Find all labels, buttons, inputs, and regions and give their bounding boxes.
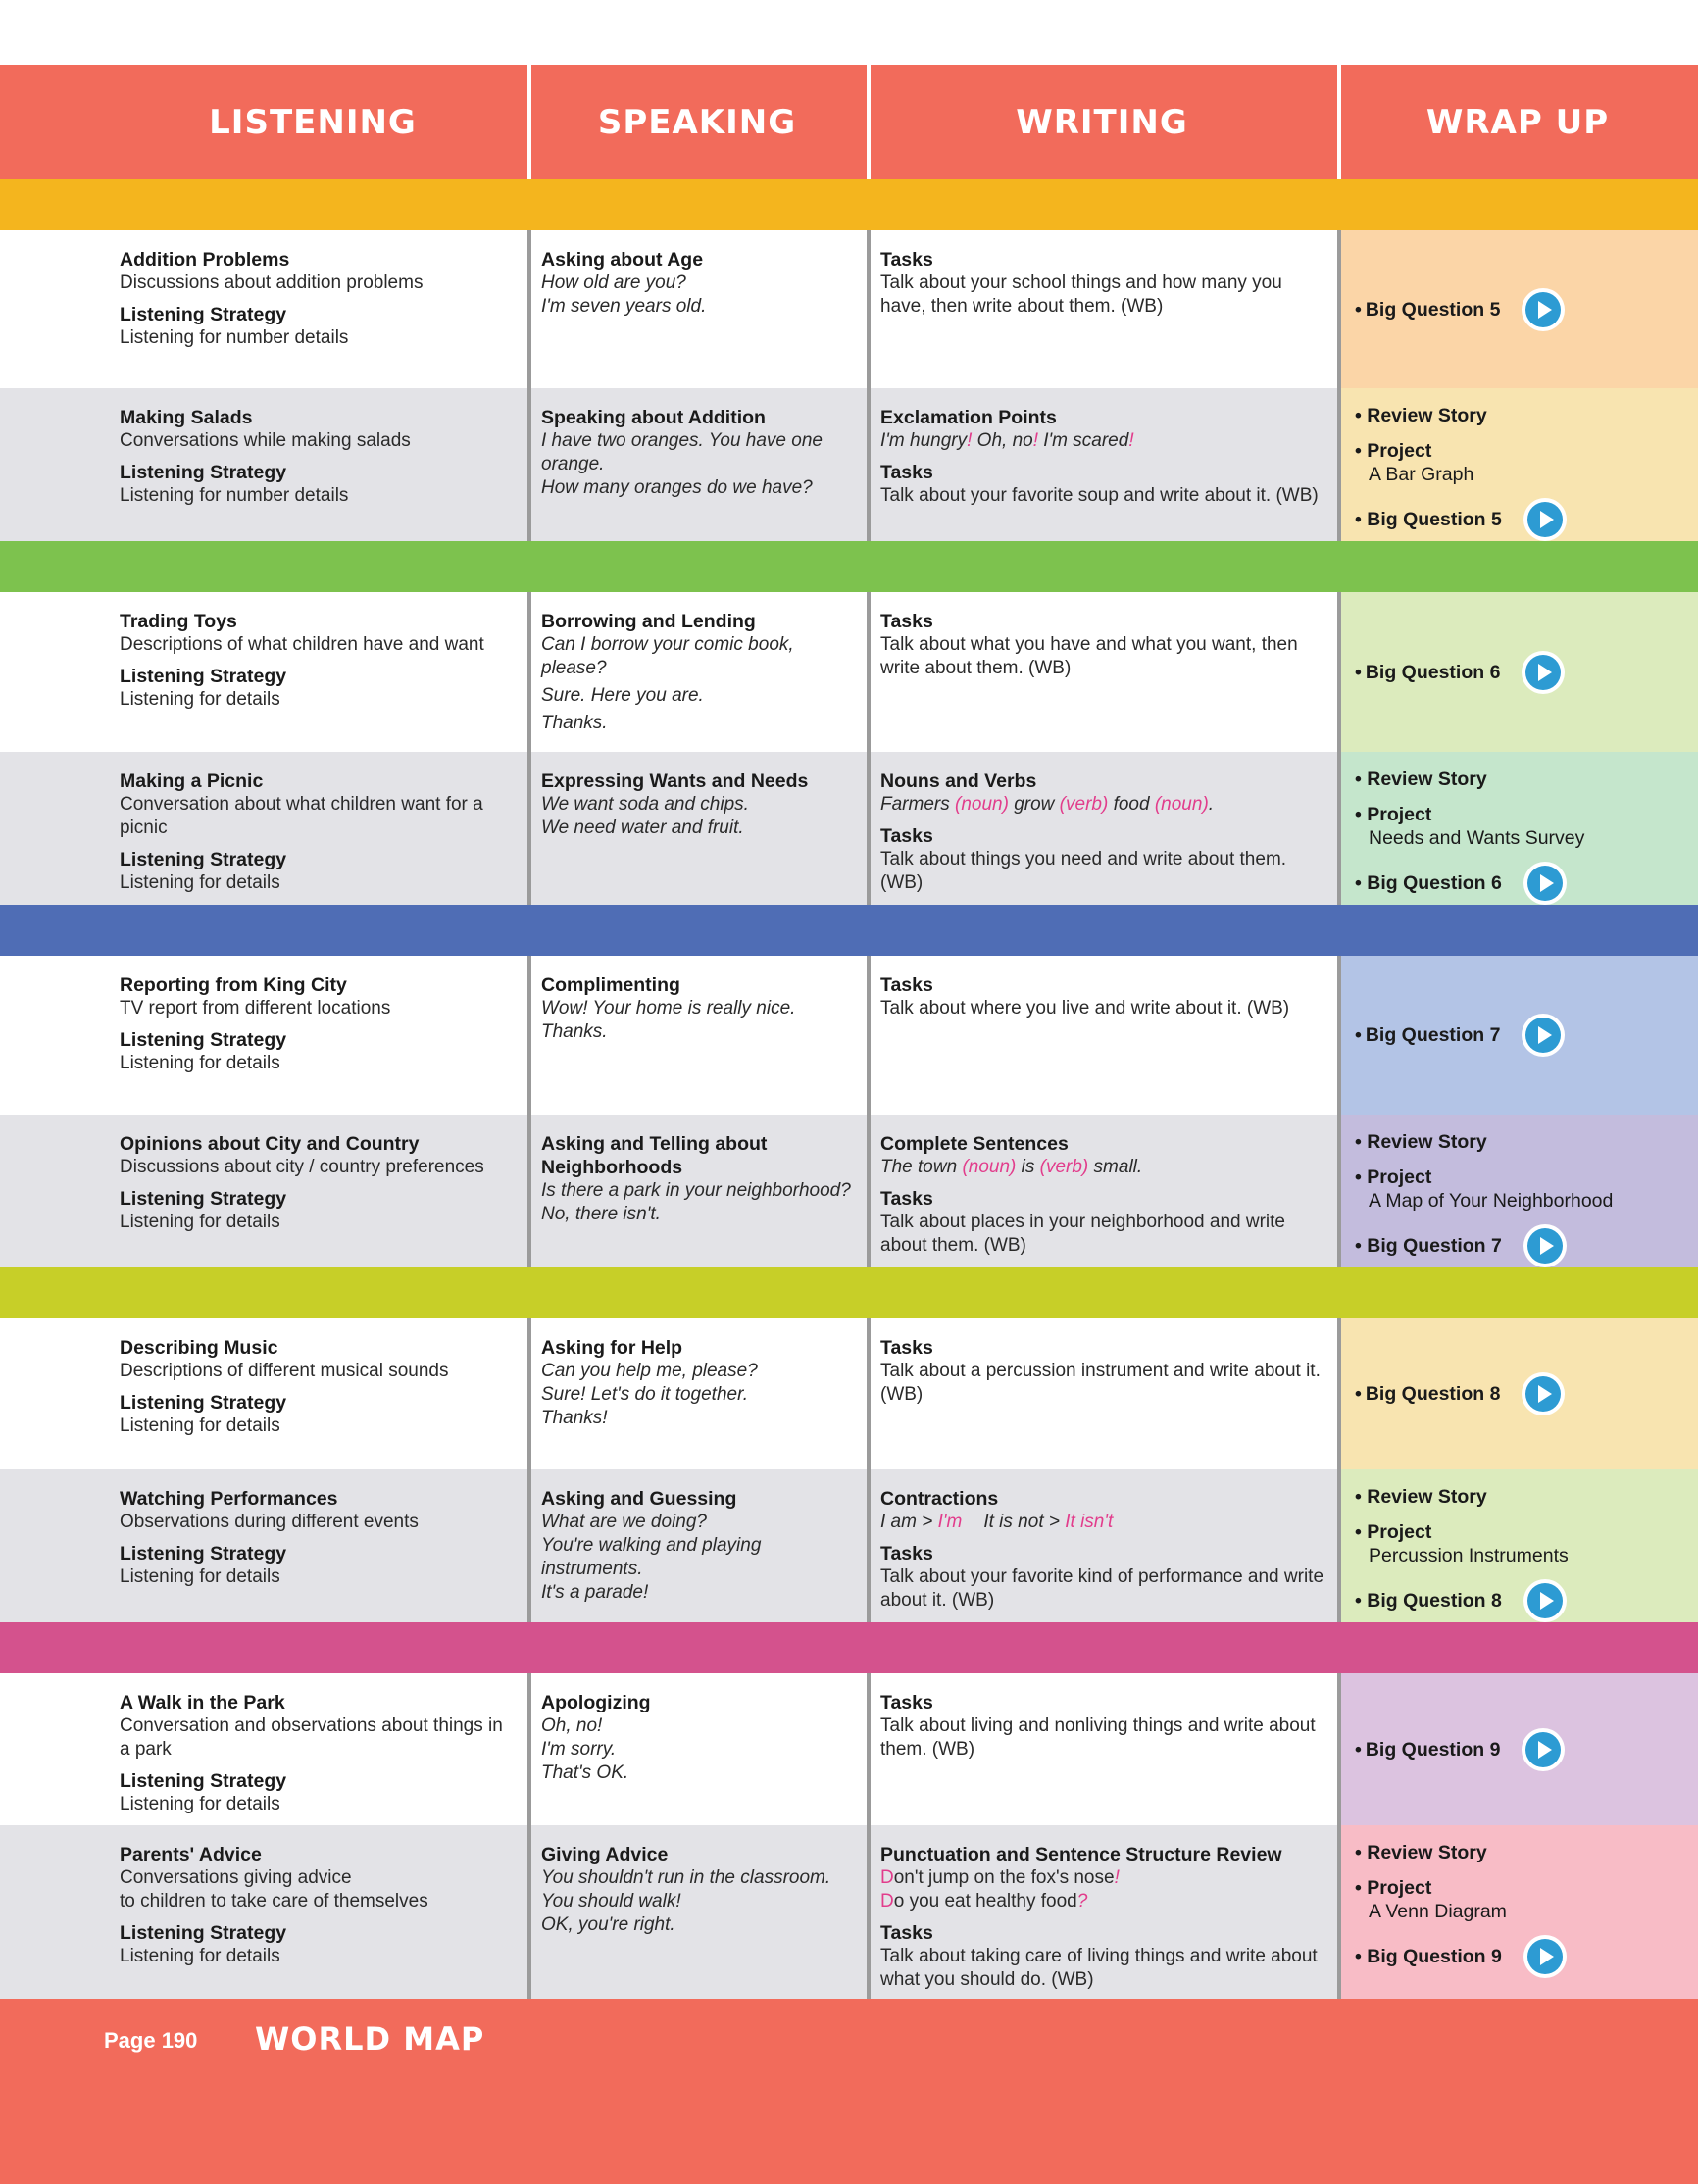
- wrapup-cell: [1337, 1469, 1698, 1622]
- speaking-cell: [527, 956, 867, 1115]
- unit-band-lime: [0, 1267, 1698, 1318]
- big-question-item: • Big Question 6: [1355, 862, 1688, 905]
- writing-example: Do you eat healthy food?: [880, 1891, 1088, 1911]
- unit-band-blue: [0, 905, 1698, 956]
- writing-desc: Talk about things you need and write about them. (WB): [880, 849, 1287, 893]
- project-item: • Project Needs and Wants Survey: [1355, 804, 1585, 849]
- writing-example: The town (noun) is (verb) small.: [880, 1157, 1143, 1177]
- listening-cell: [0, 1318, 527, 1469]
- wrapup-cell: [1337, 1115, 1698, 1267]
- listening-desc: Discussions about city / country preferences: [120, 1157, 484, 1177]
- listening-strategy-desc: Listening for details: [120, 1053, 280, 1073]
- listening-strategy-label: Listening Strategy: [120, 1543, 287, 1564]
- big-question-label: Big Question 5: [1367, 509, 1502, 530]
- speaking-line: How many oranges do we have?: [541, 477, 813, 498]
- header-writing: WRITING: [867, 65, 1337, 179]
- wrapup-cell: [1337, 388, 1698, 541]
- wrapup-cell: [1337, 592, 1698, 752]
- listening-desc: Discussions about addition problems: [120, 273, 424, 293]
- listening-strategy-label: Listening Strategy: [120, 1188, 287, 1210]
- writing-example: I am > I'm It is not > It isn't: [880, 1512, 1114, 1532]
- big-question-label: Big Question 9: [1367, 1946, 1502, 1967]
- writing-title: Exclamation Points: [880, 407, 1057, 428]
- listening-strategy-label: Listening Strategy: [120, 1029, 287, 1051]
- speaking-title: Borrowing and Lending: [541, 611, 756, 632]
- listening-strategy-desc: Listening for details: [120, 1566, 280, 1587]
- review-story-item: • Review Story: [1355, 405, 1487, 426]
- writing-cell: [867, 1469, 1337, 1622]
- play-icon[interactable]: [1523, 1935, 1567, 1978]
- big-question-label: Big Question 9: [1365, 1738, 1501, 1761]
- listening-desc: Conversation about what children want for a picnic: [120, 794, 483, 838]
- writing-desc: Talk about what you have and what you want, then write about them. (WB): [880, 634, 1298, 678]
- table-row: [0, 956, 1698, 1115]
- listening-strategy-desc: Listening for number details: [120, 485, 349, 506]
- listening-strategy-label: Listening Strategy: [120, 462, 287, 483]
- big-question-item: • Big Question 7: [1355, 1014, 1565, 1057]
- speaking-cell: [527, 1318, 867, 1469]
- writing-cell: [867, 956, 1337, 1115]
- play-icon[interactable]: [1522, 288, 1565, 331]
- speaking-line: Can I borrow your comic book, please?: [541, 634, 794, 678]
- speaking-line: Thanks.: [541, 1021, 608, 1042]
- speaking-line: It's a parade!: [541, 1582, 649, 1603]
- unit-band-green: [0, 541, 1698, 592]
- big-question-item: • Big Question 5: [1355, 498, 1688, 541]
- table-row: [0, 230, 1698, 388]
- header-wrapup: WRAP UP: [1337, 65, 1698, 179]
- play-icon[interactable]: [1522, 1728, 1565, 1771]
- speaking-cell: [527, 1825, 867, 1999]
- listening-strategy-label: Listening Strategy: [120, 1392, 287, 1414]
- listening-desc: Conversations giving advice: [120, 1867, 352, 1888]
- review-story-item: • Review Story: [1355, 769, 1487, 790]
- project-item: • Project Percussion Instruments: [1355, 1521, 1569, 1566]
- listening-desc: Descriptions of different musical sounds: [120, 1361, 449, 1381]
- big-question-item: • Big Question 5: [1355, 288, 1565, 331]
- listening-desc: TV report from different locations: [120, 998, 391, 1018]
- writing-title: Tasks: [880, 249, 933, 271]
- listening-strategy-desc: Listening for details: [120, 1946, 280, 1966]
- writing-desc: Talk about places in your neighborhood and write about them. (WB): [880, 1212, 1285, 1256]
- listening-cell: [0, 230, 527, 388]
- writing-cell: [867, 388, 1337, 541]
- speaking-line: Oh, no!: [541, 1715, 603, 1736]
- table-row: [0, 388, 1698, 541]
- listening-title: A Walk in the Park: [120, 1692, 285, 1713]
- writing-tasks-label: Tasks: [880, 825, 933, 847]
- table-row: [0, 1825, 1698, 1999]
- review-story-item: • Review Story: [1355, 1486, 1487, 1508]
- wrapup-cell: [1337, 1673, 1698, 1825]
- listening-cell: [0, 592, 527, 752]
- writing-tasks-label: Tasks: [880, 1922, 933, 1944]
- project-item: • Project A Venn Diagram: [1355, 1877, 1507, 1922]
- listening-title: Opinions about City and Country: [120, 1133, 420, 1155]
- wrapup-cell: [1337, 956, 1698, 1115]
- speaking-cell: [527, 592, 867, 752]
- writing-desc: Talk about your favorite kind of performance and write about it. (WB): [880, 1566, 1324, 1611]
- speaking-line: Wow! Your home is really nice.: [541, 998, 796, 1018]
- listening-title: Making Salads: [120, 407, 253, 428]
- speaking-line: No, there isn't.: [541, 1204, 661, 1224]
- writing-desc: Talk about where you live and write about it. (WB): [880, 998, 1290, 1018]
- listening-title: Watching Performances: [120, 1488, 338, 1510]
- speaking-title: Asking and Guessing: [541, 1488, 737, 1510]
- writing-cell: [867, 1825, 1337, 1999]
- wrapup-cell: [1337, 230, 1698, 388]
- listening-cell: [0, 1825, 527, 1999]
- table-row: [0, 1673, 1698, 1825]
- review-story-item: • Review Story: [1355, 1842, 1487, 1863]
- play-icon[interactable]: [1523, 862, 1567, 905]
- speaking-line: What are we doing?: [541, 1512, 707, 1532]
- speaking-title: Apologizing: [541, 1692, 651, 1713]
- speaking-cell: [527, 752, 867, 905]
- speaking-title: Asking and Telling about Neighborhoods: [541, 1133, 768, 1178]
- writing-desc: Talk about living and nonliving things and write about them. (WB): [880, 1715, 1316, 1760]
- listening-desc: Conversations while making salads: [120, 430, 411, 451]
- listening-strategy-desc: Listening for details: [120, 1415, 280, 1436]
- table-row: [0, 1318, 1698, 1469]
- speaking-cell: [527, 1673, 867, 1825]
- unit-band-orange: [0, 179, 1698, 230]
- speaking-title: Giving Advice: [541, 1844, 669, 1865]
- speaking-title: Speaking about Addition: [541, 407, 766, 428]
- speaking-line: You should walk!: [541, 1891, 681, 1911]
- speaking-cell: [527, 1469, 867, 1622]
- speaking-line: We need water and fruit.: [541, 818, 744, 838]
- writing-tasks-label: Tasks: [880, 462, 933, 483]
- big-question-item: • Big Question 9: [1355, 1935, 1688, 1978]
- listening-title: Parents' Advice: [120, 1844, 262, 1865]
- listening-strategy-desc: Listening for details: [120, 1794, 280, 1814]
- speaking-line: Sure. Here you are.: [541, 685, 704, 706]
- big-question-label: Big Question 6: [1365, 661, 1501, 683]
- writing-title: Tasks: [880, 974, 933, 996]
- writing-title: Contractions: [880, 1488, 999, 1510]
- listening-title: Making a Picnic: [120, 770, 264, 792]
- listening-cell: [0, 1673, 527, 1825]
- speaking-title: Expressing Wants and Needs: [541, 770, 809, 792]
- writing-example: Don't jump on the fox's nose!: [880, 1867, 1120, 1888]
- listening-cell: [0, 956, 527, 1115]
- page-number: Page 190: [104, 2028, 198, 2053]
- big-question-label: Big Question 8: [1367, 1590, 1502, 1612]
- writing-desc: Talk about your favorite soup and write about it. (WB): [880, 485, 1319, 506]
- header-speaking: SPEAKING: [527, 65, 867, 179]
- writing-cell: [867, 1115, 1337, 1267]
- listening-strategy-desc: Listening for details: [120, 689, 280, 710]
- big-question-item: • Big Question 8: [1355, 1579, 1688, 1622]
- big-question-item: • Big Question 6: [1355, 651, 1565, 694]
- big-question-label: Big Question 7: [1367, 1235, 1502, 1257]
- writing-desc: Talk about a percussion instrument and write about it. (WB): [880, 1361, 1321, 1405]
- big-question-label: Big Question 5: [1365, 298, 1501, 321]
- listening-cell: [0, 752, 527, 905]
- project-item: • Project A Bar Graph: [1355, 440, 1474, 485]
- play-icon[interactable]: [1523, 1224, 1567, 1267]
- speaking-line: I have two oranges. You have one orange.: [541, 430, 823, 474]
- page-footer: [0, 1999, 1698, 2184]
- play-icon[interactable]: [1522, 1372, 1565, 1415]
- table-row: [0, 592, 1698, 752]
- speaking-line: I'm sorry.: [541, 1739, 617, 1760]
- writing-cell: [867, 1673, 1337, 1825]
- writing-example: I'm hungry! Oh, no! I'm scared!: [880, 430, 1134, 451]
- big-question-label: Big Question 7: [1365, 1024, 1501, 1046]
- speaking-line: Can you help me, please?: [541, 1361, 758, 1381]
- table-header: [0, 65, 1698, 179]
- speaking-line: You shouldn't run in the classroom.: [541, 1867, 831, 1888]
- listening-title: Addition Problems: [120, 249, 290, 271]
- table-row: [0, 1115, 1698, 1267]
- listening-strategy-label: Listening Strategy: [120, 1922, 287, 1944]
- speaking-line: Is there a park in your neighborhood?: [541, 1180, 851, 1201]
- big-question-item: • Big Question 7: [1355, 1224, 1688, 1267]
- listening-cell: [0, 1469, 527, 1622]
- speaking-line: That's OK.: [541, 1762, 629, 1783]
- listening-strategy-label: Listening Strategy: [120, 1770, 287, 1792]
- writing-example: Farmers (noun) grow (verb) food (noun).: [880, 794, 1215, 815]
- listening-desc: Descriptions of what children have and want: [120, 634, 484, 655]
- speaking-cell: [527, 230, 867, 388]
- listening-cell: [0, 1115, 527, 1267]
- speaking-line: Thanks.: [541, 713, 608, 733]
- listening-title: Trading Toys: [120, 611, 237, 632]
- writing-title: Tasks: [880, 611, 933, 632]
- header-listening: LISTENING: [209, 102, 417, 142]
- speaking-line: Sure! Let's do it together.: [541, 1384, 748, 1405]
- listening-strategy-label: Listening Strategy: [120, 304, 287, 325]
- speaking-line: How old are you?: [541, 273, 686, 293]
- play-icon[interactable]: [1523, 498, 1567, 541]
- writing-cell: [867, 1318, 1337, 1469]
- wrapup-cell: [1337, 752, 1698, 905]
- listening-desc: to children to take care of themselves: [120, 1891, 428, 1911]
- writing-title: Tasks: [880, 1337, 933, 1359]
- speaking-line: I'm seven years old.: [541, 296, 707, 317]
- speaking-cell: [527, 388, 867, 541]
- table-row: [0, 752, 1698, 905]
- play-icon[interactable]: [1522, 1014, 1565, 1057]
- review-story-item: • Review Story: [1355, 1131, 1487, 1153]
- speaking-line: Thanks!: [541, 1408, 608, 1428]
- speaking-cell: [527, 1115, 867, 1267]
- footer-title: WORLD MAP: [255, 2020, 485, 2058]
- writing-cell: [867, 752, 1337, 905]
- speaking-title: Asking for Help: [541, 1337, 683, 1359]
- writing-desc: Talk about taking care of living things and write about what you should do. (WB): [880, 1946, 1318, 1990]
- listening-strategy-desc: Listening for details: [120, 1212, 280, 1232]
- unit-band-pink: [0, 1622, 1698, 1673]
- listening-strategy-label: Listening Strategy: [120, 666, 287, 687]
- writing-desc: Talk about your school things and how many you have, then write about them. (WB): [880, 273, 1282, 317]
- big-question-item: • Big Question 9: [1355, 1728, 1565, 1771]
- writing-title: Tasks: [880, 1692, 933, 1713]
- big-question-label: Big Question 8: [1365, 1383, 1501, 1405]
- speaking-title: Asking about Age: [541, 249, 704, 271]
- table-row: [0, 1469, 1698, 1622]
- wrapup-cell: [1337, 1318, 1698, 1469]
- listening-cell: [0, 388, 527, 541]
- listening-strategy-label: Listening Strategy: [120, 849, 287, 870]
- project-item: • Project A Map of Your Neighborhood: [1355, 1166, 1614, 1212]
- writing-tasks-label: Tasks: [880, 1543, 933, 1564]
- writing-cell: [867, 230, 1337, 388]
- big-question-item: • Big Question 8: [1355, 1372, 1565, 1415]
- wrapup-cell: [1337, 1825, 1698, 1999]
- speaking-title: Complimenting: [541, 974, 680, 996]
- listening-title: Reporting from King City: [120, 974, 347, 996]
- writing-title: Punctuation and Sentence Structure Review: [880, 1844, 1282, 1865]
- speaking-line: We want soda and chips.: [541, 794, 749, 815]
- writing-title: Nouns and Verbs: [880, 770, 1037, 792]
- play-icon[interactable]: [1522, 651, 1565, 694]
- writing-cell: [867, 592, 1337, 752]
- big-question-label: Big Question 6: [1367, 872, 1502, 894]
- speaking-line: You're walking and playing instruments.: [541, 1535, 762, 1579]
- play-icon[interactable]: [1523, 1579, 1567, 1622]
- listening-title: Describing Music: [120, 1337, 278, 1359]
- writing-tasks-label: Tasks: [880, 1188, 933, 1210]
- writing-title: Complete Sentences: [880, 1133, 1069, 1155]
- listening-strategy-desc: Listening for details: [120, 872, 280, 893]
- listening-desc: Conversation and observations about things in a park: [120, 1715, 503, 1760]
- listening-desc: Observations during different events: [120, 1512, 419, 1532]
- speaking-line: OK, you're right.: [541, 1914, 675, 1935]
- listening-strategy-desc: Listening for number details: [120, 327, 349, 348]
